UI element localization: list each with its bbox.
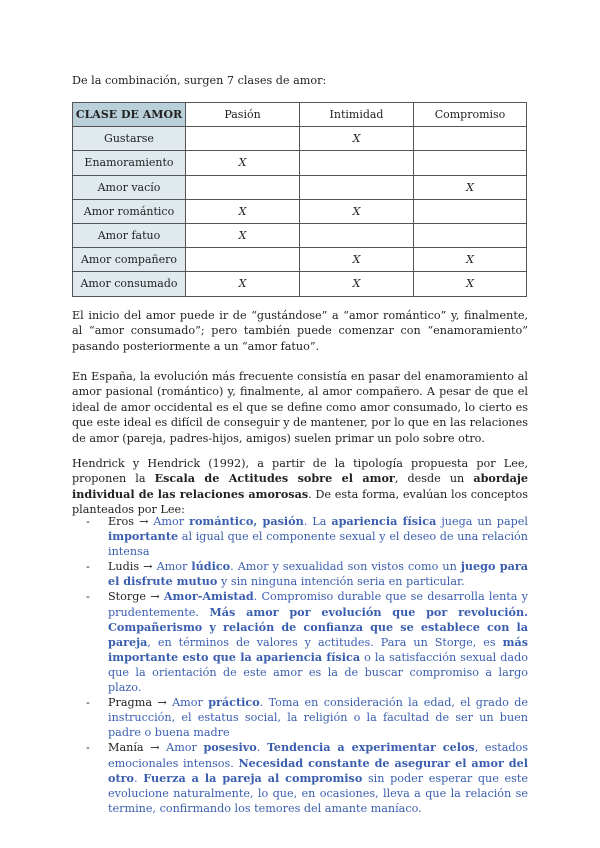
table-row	[73, 272, 527, 296]
text-run: Amor	[172, 696, 209, 710]
bold-text: Necesidad constante de asegurar el amor del otro	[108, 755, 528, 785]
list-bullet: -	[86, 696, 90, 710]
table-cell: X	[414, 272, 527, 296]
table-cell	[414, 127, 527, 151]
text-run: , estados emocionales intensos.	[108, 741, 529, 770]
term-name: Pragma →	[108, 696, 173, 710]
bold-text: más importante esto que la apariencia física	[108, 634, 528, 664]
text-run: . De esta forma, evalúan los conceptos planteados por Lee:	[72, 487, 528, 517]
table-cell	[186, 175, 300, 199]
table-row	[73, 175, 527, 199]
text-run: Amor	[166, 741, 204, 755]
table-header-cell: CLASE DE AMOR	[73, 103, 186, 127]
table-row	[73, 199, 527, 223]
text-run: .	[256, 741, 267, 755]
list-bullet: -	[86, 515, 90, 528]
table-cell: X	[300, 199, 414, 223]
list-item-ludis	[72, 559, 528, 589]
table-cell	[414, 151, 527, 175]
list-bullet: -	[86, 560, 90, 574]
table-header-row	[73, 103, 527, 127]
bold-text: Más amor por evolución que por revolución. Compañerismo y relación de confianza que se establece con la pareja	[108, 604, 528, 649]
table-cell	[186, 127, 300, 151]
table-header-cell: Intimidad	[300, 103, 414, 127]
table-row-label: Gustarse	[73, 127, 186, 151]
text-run: juega un papel	[436, 515, 528, 528]
bold-text: posesivo	[203, 740, 257, 755]
paragraph-spain-evolution: En España, la evolución más frecuente consistía en pasar del enamoramiento al amor pasional (romántico) y, finalmente, al amor compañero. A pesar de que el ideal de amor occidental es el que se define como amor consumado, lo cierto es que este ideal es difícil de conseguir y de mantener, por lo que en las relaciones de amor (pareja, padres-hijos, amigos) suelen primar un polo sobre otro.	[72, 370, 528, 445]
bold-text: abordaje individual de las relaciones amorosas	[72, 471, 528, 501]
table-cell: X	[186, 223, 300, 247]
bold-text: juego para el disfrute mutuo	[108, 559, 529, 589]
text-run: Amor	[153, 515, 190, 528]
love-styles-list	[72, 514, 528, 816]
table-cell: X	[186, 199, 300, 223]
list-item-mania	[72, 740, 528, 815]
bold-text: Fuerza a la pareja al compromiso	[143, 770, 363, 785]
list-item-eros	[72, 514, 528, 559]
table-cell	[300, 175, 414, 199]
text-run: . Compromiso durable que se desarrolla lenta y prudentemente.	[108, 590, 528, 619]
table-row-label: Amor compañero	[73, 248, 186, 272]
text-run: o la satisfacción sexual dado que la orientación de este amor es la de buscar compromiso a largo plazo.	[108, 650, 528, 695]
text-run: . La	[303, 515, 332, 528]
term-name: Eros →	[108, 515, 154, 528]
term-name: Ludis →	[108, 560, 157, 574]
love-types-table	[72, 102, 527, 297]
text-run: Amor	[156, 560, 192, 574]
text-run: . Toma en consideración la edad, el grado de instrucción, el estatus social, la religión o la facultad de ser un buen padre o buena madre	[108, 696, 529, 740]
table-cell: X	[300, 248, 414, 272]
paragraph-hendrick	[72, 456, 528, 518]
table-cell: X	[186, 151, 300, 175]
text-run: . Amor y sexualidad son vistos como un	[230, 560, 461, 574]
table-cell: X	[186, 272, 300, 296]
bold-text: romántico, pasión	[189, 514, 304, 528]
list-bullet: -	[86, 590, 90, 604]
bold-text: Escala de Actitudes sobre el amor	[154, 471, 395, 486]
table-cell	[300, 223, 414, 247]
text-run: sin poder esperar que este evolucione naturalmente, lo que, en ocasiones, lleva a que la relación se termine, confirmando los temores del amante maníaco.	[108, 771, 528, 815]
list-item-storge	[72, 589, 528, 695]
text-run: Hendrick y Hendrick (1992), a partir de la tipología propuesta por Lee, proponen la	[72, 457, 528, 486]
table-row	[73, 151, 527, 175]
table-row-label: Amor romántico	[73, 199, 186, 223]
text-run: al igual que el componente sexual y el deseo de una relación intensa	[108, 530, 528, 559]
table-cell: X	[414, 175, 527, 199]
table-row-label: Amor fatuo	[73, 223, 186, 247]
table-row-label: Amor consumado	[73, 272, 186, 296]
intro-text: De la combinación, surgen 7 clases de amor:	[72, 74, 327, 87]
table-cell	[414, 199, 527, 223]
term-name: Manía →	[108, 741, 167, 755]
bold-text: Tendencia a experimentar celos	[266, 740, 475, 755]
table-row	[73, 223, 527, 247]
table-cell: X	[414, 248, 527, 272]
bold-text: lúdico	[191, 559, 231, 574]
text-run: y sin ninguna intención seria en particular.	[217, 575, 465, 589]
table-row	[73, 248, 527, 272]
list-item-pragma	[72, 695, 528, 740]
text-run: , desde un	[394, 472, 474, 486]
table-header-cell: Compromiso	[414, 103, 527, 127]
table-row	[73, 127, 527, 151]
table-cell	[300, 151, 414, 175]
list-bullet: -	[86, 741, 90, 755]
table-cell: X	[300, 272, 414, 296]
text-run: , en términos de valores y actitudes. Para un Storge, es	[147, 635, 503, 649]
table-cell: X	[300, 127, 414, 151]
table-cell	[186, 248, 300, 272]
bold-text: apariencia física	[331, 514, 437, 528]
bold-text: importante	[108, 529, 179, 544]
paragraph-love-progression: El inicio del amor puede ir de “gustándose” a “amor romántico” y, finalmente, al “amor consumado”; pero también puede comenzar con “enamoramiento” pasando posteriormente a un “amor fatuo”.	[72, 309, 528, 353]
bold-text: práctico	[208, 695, 260, 710]
table-row-label: Amor vacío	[73, 175, 186, 199]
text-run: .	[134, 771, 144, 785]
table-cell	[414, 223, 527, 247]
term-name: Storge →	[108, 590, 164, 604]
table-header-cell: Pasión	[186, 103, 300, 127]
bold-text: Amor-Amistad	[163, 589, 254, 604]
table-row-label: Enamoramiento	[73, 151, 186, 175]
